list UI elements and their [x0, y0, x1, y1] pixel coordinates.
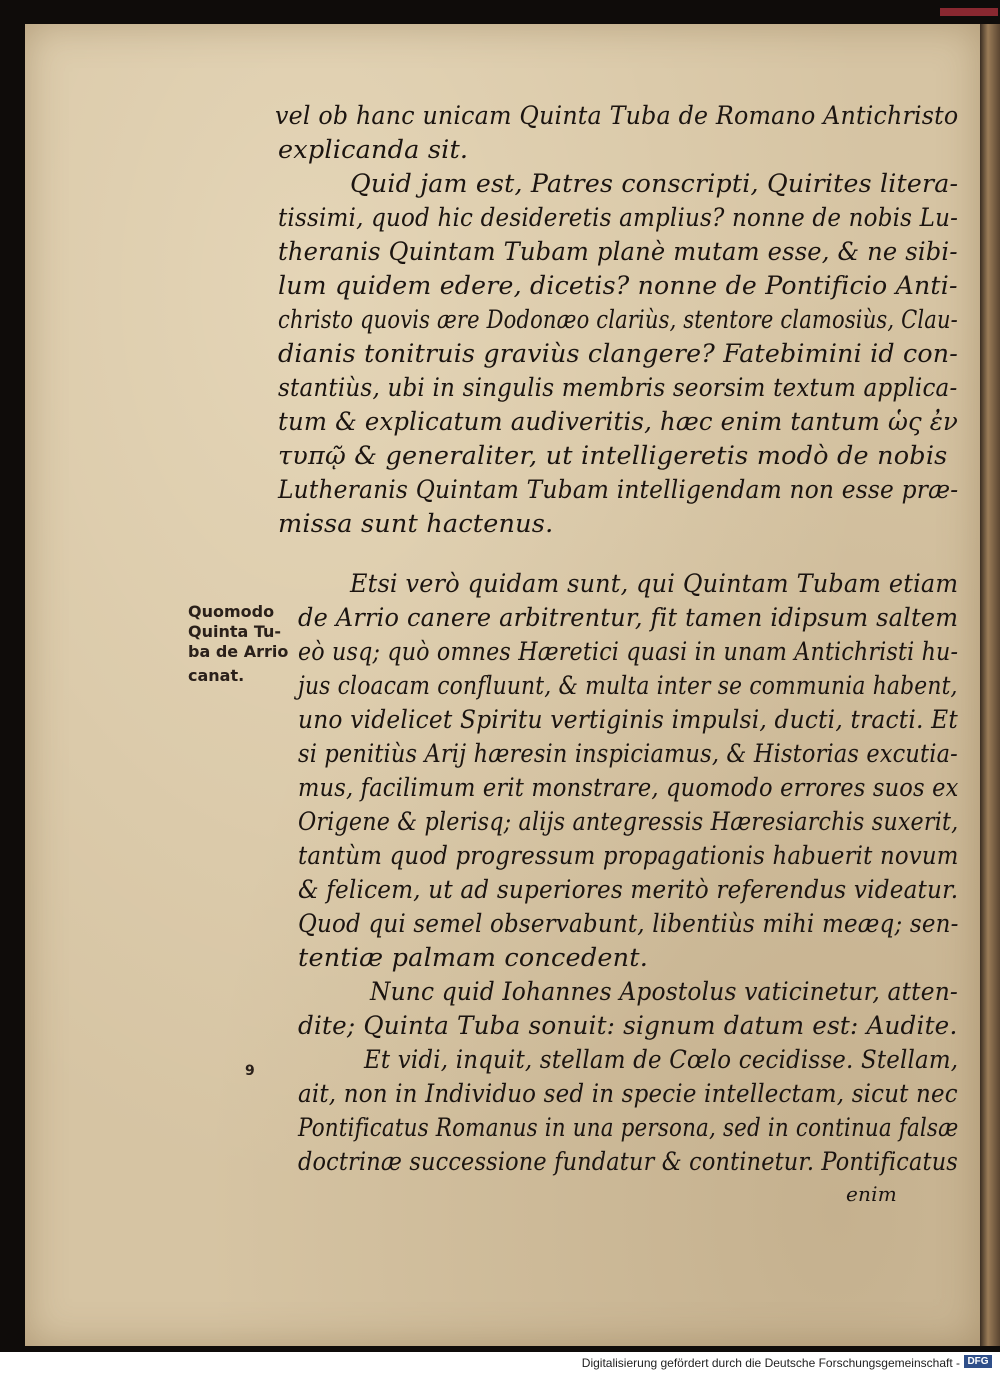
- text-line: Quod qui semel observabunt, libentiùs mihi meæq; sen-: [298, 909, 959, 939]
- text-line: explicanda sit.: [278, 135, 469, 165]
- text-line: dite; Quinta Tuba sonuit: signum datum est: Audite.: [298, 1011, 958, 1041]
- text-line: jus cloacam confluunt, & multa inter se communia habent,: [298, 671, 958, 701]
- margin-note-line: ba de Arrio: [188, 642, 289, 661]
- margin-note-line: canat.: [188, 666, 245, 685]
- text-line: & felicem, ut ad superiores meritò referendus videatur.: [298, 875, 959, 905]
- page-edge: [980, 24, 1000, 1346]
- text-line: doctrinæ successione fundatur & continetur. Pontificatus: [298, 1147, 958, 1177]
- text-line: dianis tonitruis graviùs clangere? Fatebimini id con-: [278, 339, 958, 369]
- text-line: Quid jam est, Patres conscripti, Quirites litera-: [350, 169, 959, 199]
- text-line: τυπῷ & generaliter, ut intelligeretis modò de nobis: [278, 441, 948, 471]
- text-line: Lutheranis Quintam Tubam intelligendam non esse præ-: [278, 475, 959, 505]
- text-line: de Arrio canere arbitrentur, fit tamen idipsum saltem: [298, 603, 959, 633]
- text-line: missa sunt hactenus.: [278, 509, 554, 539]
- text-line: Nunc quid Iohannes Apostolus vaticinetur, atten-: [370, 977, 958, 1007]
- footer-credit: Digitalisierung gefördert durch die Deutsche Forschungsgemeinschaft -: [581, 1356, 960, 1370]
- color-calibration-mark: [940, 8, 998, 16]
- text-line: mus, facilimum erit monstrare, quomodo errores suos ex: [298, 773, 959, 803]
- text-line: Origene & plerisq; alijs antegressis Hæresiarchis suxerit,: [298, 807, 959, 837]
- text-line: Pontificatus Romanus in una persona, sed in continua falsæ: [298, 1113, 959, 1143]
- text-line: ait, non in Individuo sed in specie intellectam, sicut nec: [298, 1079, 958, 1109]
- text-line: Etsi verò quidam sunt, qui Quintam Tubam etiam: [350, 569, 959, 599]
- text-line: stantiùs, ubi in singulis membris seorsim textum applica-: [278, 373, 958, 403]
- text-line: uno videlicet Spiritu vertiginis impulsi, ducti, tracti. Et: [298, 705, 958, 735]
- text-line: eò usq; quò omnes Hæretici quasi in unam Antichristi hu-: [298, 637, 959, 667]
- margin-mark: 9: [245, 1063, 255, 1079]
- text-line: christo quovis ære Dodonæo clariùs, stentore clamosiùs, Clau-: [278, 305, 958, 335]
- catchword: enim: [846, 1182, 897, 1206]
- margin-note-line: Quomodo: [188, 602, 275, 621]
- text-line: tantùm quod progressum propagationis habuerit novum: [298, 841, 959, 871]
- text-line: Et vidi, inquit, stellam de Cœlo cecidisse. Stellam,: [364, 1045, 959, 1075]
- dfg-logo: DFG: [964, 1355, 992, 1368]
- text-line: tum & explicatum audiveritis, hæc enim tantum ὡς ἐν: [278, 407, 959, 437]
- text-line: vel ob hanc unicam Quinta Tuba de Romano Antichristo: [275, 101, 959, 131]
- text-line: si penitiùs Arij hæresin inspiciamus, & Historias excutia-: [298, 739, 958, 769]
- text-line: tissimi, quod hic desideretis amplius? nonne de nobis Lu-: [278, 203, 959, 233]
- text-line: tentiæ palmam concedent.: [298, 943, 649, 973]
- text-line: lum quidem edere, dicetis? nonne de Pontificio Anti-: [278, 271, 958, 301]
- text-line: theranis Quintam Tubam planè mutam esse, & ne sibi-: [278, 237, 958, 267]
- margin-note-line: Quinta Tu-: [188, 622, 282, 641]
